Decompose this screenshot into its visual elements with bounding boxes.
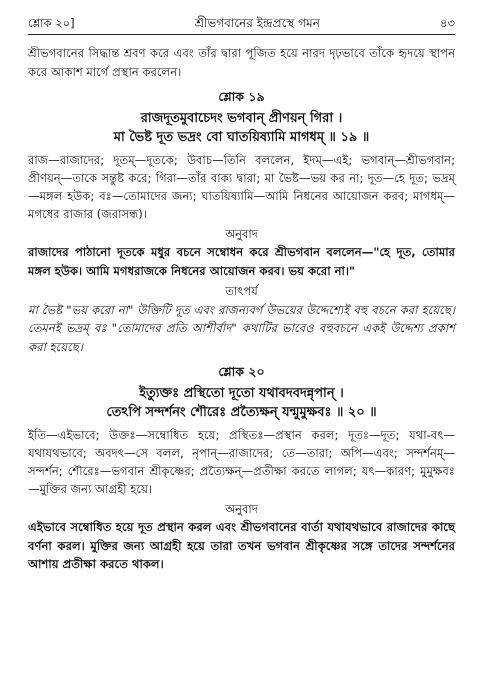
verse-20-synonyms: ইতি—এইভাবে; উক্তঃ—সম্বোধিত হয়ে; প্রস্থিতঃ—প্রস্থান করল; দূতঃ—দূত; যথা-বৎ—যথাযথভাবে; অবদৎ—সে বলল, নৃপান্—রাজাদের; তে—তারা; অপি—এবং; সন্দর্শনম্—সন্দর্শন; শৌরেঃ—ভগবান শ্রীকৃষ্ণের; প্রত্যৈক্ষন্—প্রতীক্ষা করতে লাগল; যৎ—কারণ; মুমুক্ষবঃ—মুক্তির জন্য আগ্রহী হয়ে। [28, 427, 455, 496]
verse-19-translation: রাজাদের পাঠানো দূতকে মধুর বচনে সম্বোধন করে শ্রীভগবান বললেন—"হে দূত, তোমার মঙ্গল হউক। আমি মগধরাজকে নিধনের আয়োজন করব। ভয় করো না।" [28, 245, 455, 278]
verse-20-translation: এইভাবে সম্বোধিত হয়ে দূত প্রস্থান করল এবং শ্রীভগবানের বার্তা যথাযথভাবে রাজাদের কাছে বর্ণনা করল। মুক্তির জন্য আগ্রহী হয়ে তারা তখন ভগবান শ্রীকৃষ্ণের সঙ্গে তাদের সন্দর্শনের আশায় প্রতীক্ষা করতে থাকল। [28, 520, 455, 571]
verse-19-line-2: মা ভৈষ্ট দূত ভদ্রং বো ঘাতয়িষ্যামি মাগধম্ ॥ ১৯ ॥ [113, 129, 370, 145]
verse-19-purport: মা ভৈষ্ট "ভয় করো না" উক্তিটি দূত এবং রাজন্যবর্গ উভয়ের উদ্দেশ্যেই বহু বচনে করা হয়েছে। তেমনই ভদ্রম্ বঃ "তোমাদের প্রতি আশীর্বাদ" কথাটির ভাবেও বহুবচনে একই উদ্দেশ্য প্রকাশ করা হয়েছে। [28, 302, 455, 354]
header-chapter-title: শ্রীভগবানের ইন্দ্রপ্রস্থে গমন [194, 15, 320, 30]
verse-20-label: শ্লোক ২০ [218, 364, 265, 379]
verse-19-synonyms: রাজ—রাজাদের; দূতম্—দূতকে; উবাচ—তিনি বললেন, ইদম্—এই; ভগবান্—শ্রীভগবান; প্রীণয়ন্—তাকে সন্তুষ্ট করে; গিরা—তাঁর বাক্য দ্বারা; মা ভৈষ্ট—ভয় কর না; দূত—হে দূত; ভদ্রম্—মঙ্গল হউক; বঃ—তোমাদের জন্য; ঘাতয়িষ্যামি—আমি নিধনের আয়োজন করব; মাগধম্—মগধের রাজার (জরাসন্ধ)। [28, 152, 456, 221]
verse-19-text [28, 109, 455, 147]
book-page [0, 6, 481, 693]
header-page-number: ৪৩ [440, 15, 455, 30]
verse-20-translation-label: অনুবাদ [225, 501, 258, 516]
verse-20-line-2: তেঽপি সন্দর্শনং শৌরেঃ প্রত্যৈক্ষন্ যন্মুমুক্ষবঃ ॥ ২০ ॥ [106, 404, 377, 420]
verse-19-line-1: রাজদূতমুবাচেদং ভগবান্ প্রীণয়ন্ গিরা । [140, 110, 343, 126]
running-header [28, 6, 455, 35]
verse-19-translation-label: অনুবাদ [225, 226, 258, 241]
verse-20-text [28, 384, 455, 422]
intro-paragraph: শ্রীভগবানের সিদ্ধান্ত শ্রবণ করে এবং তাঁর দ্বারা পূজিত হয়ে নারদ দৃঢ়ভাবে তাঁকে হৃদয়ে স্থাপন করে আকাশ মার্গে প্রস্থান করলেন। [28, 46, 455, 79]
verse-19-purport-label: তাৎপর্য [225, 284, 258, 298]
verse-20-line-1: ইত্যুক্তঃ প্রস্থিতো দূতো যথাবদবদন্নৃপান্ । [139, 385, 344, 401]
verse-19-label: শ্লোক ১৯ [218, 89, 265, 104]
header-verse-ref: শ্লোক ২০] [28, 15, 75, 30]
